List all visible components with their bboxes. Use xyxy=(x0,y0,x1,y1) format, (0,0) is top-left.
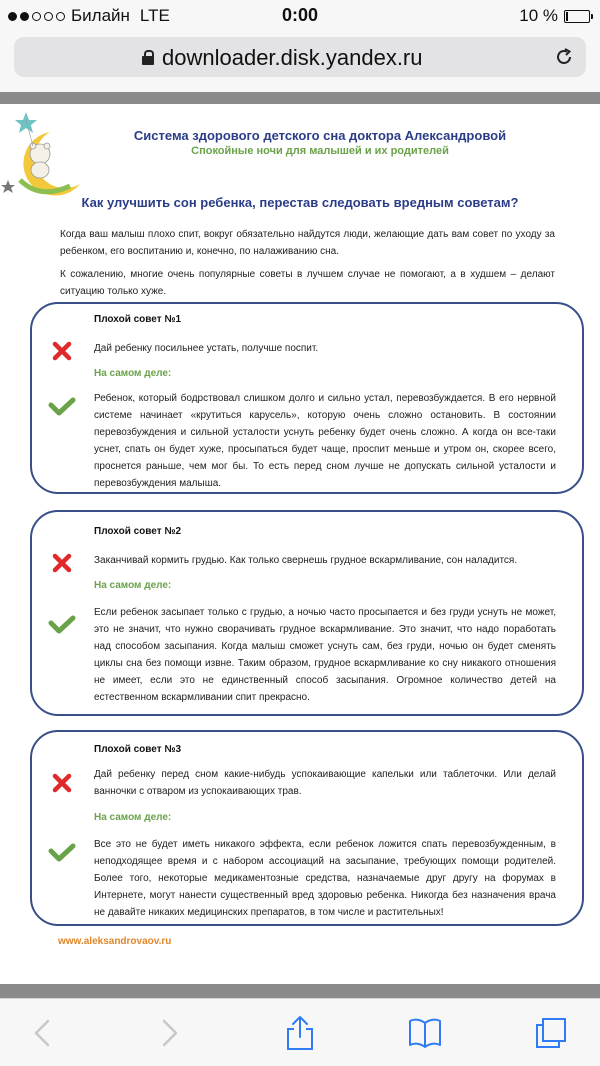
check-icon xyxy=(48,614,76,636)
good-advice-text: Ребенок, который бодрствовал слишком долго и сильно устал, перевозбуждается. В его нервной системе начинает «крутиться карусель», которую очень сложно остановить. В состоянии перевозбуждения и сильной усталости уснуть ребенку будет очень сложно. А когда он все-таки уснет, спать он будет хуже, просыпаться будет чаще, проспит меньше и утром он, скорее всего, проснется раньше, чем мог бы. То есть перед сном лучше не допускать сильной усталости и перевозбуждения малыша. xyxy=(94,393,556,489)
bad-advice-text: Дай ребенку перед сном какие-нибудь успокаивающие капельки или таблеточки. Или делай ванночки с отваром из успокаивающих трав. xyxy=(94,769,556,797)
bad-advice-text: Заканчивай кормить грудью. Как только свернешь грудное вскармливание, сон наладится. xyxy=(94,555,518,566)
status-time: 0:00 xyxy=(281,5,319,25)
network-type: LTE xyxy=(139,6,170,25)
site-subtitle: Спокойные ночи для малышей и их родителей xyxy=(191,145,449,157)
intro-paragraph-2: К сожалению, многие очень популярные советы в лучшем случае не помогают, а в худшем – делают ситуацию только хуже. xyxy=(60,269,555,297)
good-advice-text: Если ребенок засыпает только с грудью, а ночью часто просыпается и без груди уснуть не может, это не значит, что нужно сворачивать грудное вскармливание. Это значит, что надо поработать над способом засыпания. Когда малыш сможет уснуть сам, без груди, ночью он будет сменять циклы сна без помощи извне. Таким образом, грудное вскармливание ко сну никакого отношения не имеет, если это не единственный способ засыпания. Огромное количество детей на естественном вскармливании спит прекрасно. xyxy=(94,607,556,703)
bad-advice-text: Дай ребенку посильнее устать, получше поспит. xyxy=(94,343,319,354)
page-bottom-border xyxy=(0,984,600,998)
advice-label: Плохой совет №1 xyxy=(94,314,182,325)
actual-label: На самом деле: xyxy=(94,368,172,379)
good-advice-text: Все это не будет иметь никакого эффекта, если ребенок ложится спать перевозбужденным, в неподходящее время и с набором ассоциаций на засыпание, требующих помощи родителей. Более того, некоторые медикаментозные средства, назначаемые друг другу на форумах в Интернете, могут нанести существенный вред здоровью ребенка. Никогда без назначения врача не давайте никаких медицинских препаратов, в том числе и растительных! xyxy=(94,839,556,918)
lock-icon xyxy=(142,50,154,64)
browser-toolbar xyxy=(0,998,600,1066)
advice-label: Плохой совет №2 xyxy=(94,526,182,537)
carrier-name: Билайн xyxy=(71,6,130,25)
browser-address-area xyxy=(0,30,600,92)
advice-label: Плохой совет №3 xyxy=(94,744,182,755)
battery-icon xyxy=(564,10,590,23)
tabs-icon[interactable] xyxy=(534,1015,568,1051)
page-top-border xyxy=(0,92,600,104)
bookmarks-icon[interactable] xyxy=(408,1015,442,1051)
cross-icon xyxy=(51,552,73,574)
advice-card-1 xyxy=(30,302,584,494)
site-title: Система здорового детского сна доктора Александровой xyxy=(133,128,507,143)
address-bar[interactable] xyxy=(14,37,586,77)
intro-paragraph-1: Когда ваш малыш плохо спит, вокруг обязательно найдутся люди, желающие дать вам совет по уходу за ребенком, его воспитанию и, конечно, по налаживанию сна. xyxy=(60,229,555,257)
website-link[interactable]: www.aleksandrovaov.ru xyxy=(58,936,172,947)
actual-label: На самом деле: xyxy=(94,812,172,823)
forward-icon[interactable] xyxy=(152,1015,186,1051)
battery-percent: 10 % xyxy=(519,6,558,25)
url-text[interactable]: downloader.disk.yandex.ru xyxy=(162,45,423,70)
check-icon xyxy=(48,396,76,418)
advice-card-2 xyxy=(30,510,584,716)
status-bar xyxy=(0,0,600,30)
article-title: Как улучшить сон ребенка, перестав следовать вредным советам? xyxy=(81,195,519,210)
status-right xyxy=(519,6,590,26)
check-icon xyxy=(48,842,76,864)
document-page xyxy=(0,104,600,984)
cross-icon xyxy=(51,772,73,794)
cross-icon xyxy=(51,340,73,362)
reload-icon[interactable] xyxy=(554,47,574,67)
back-icon[interactable] xyxy=(26,1015,60,1051)
share-icon[interactable] xyxy=(283,1015,317,1051)
actual-label: На самом деле: xyxy=(94,580,172,591)
advice-card-3 xyxy=(30,730,584,926)
